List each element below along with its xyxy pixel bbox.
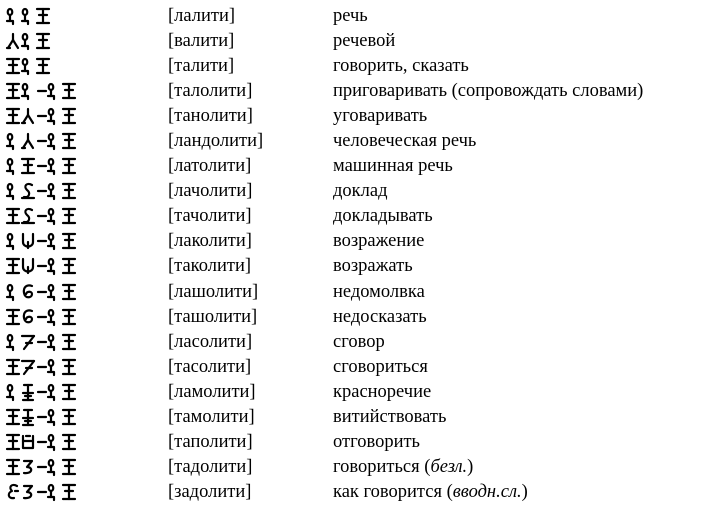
meaning: [333, 5, 710, 27]
glyph-cha: [22, 184, 34, 198]
meaning: [333, 406, 710, 428]
meaning: [333, 331, 710, 353]
glyph-ti: [63, 310, 75, 324]
meaning-text: сговориться: [333, 356, 428, 377]
glyph-cell: [0, 457, 168, 477]
meaning: [333, 306, 710, 328]
meaning: [333, 130, 710, 152]
glyph-cell: [0, 282, 168, 302]
meaning-text: человеческая речь: [333, 131, 477, 152]
glyph-la: [22, 9, 28, 24]
transliteration: [лаколити]: [168, 231, 252, 252]
glyph-la: [7, 234, 13, 249]
meaning-text: приговаривать (сопровождать словами): [333, 80, 644, 101]
transliteration: [талити]: [168, 55, 235, 76]
glyph-cell: [0, 432, 168, 452]
glyph-la: [7, 335, 13, 350]
glyph-mo: [23, 410, 33, 425]
glyph-za: [9, 485, 18, 498]
glyph-ti: [37, 34, 49, 48]
glyph-ti: [22, 159, 34, 173]
glyph-la: [48, 360, 54, 375]
glyph-word: [6, 206, 77, 226]
transliteration: [тадолити]: [168, 457, 253, 478]
glyph-ti: [7, 460, 19, 474]
glossary-table: [0, 3, 710, 505]
meaning-text: как говорится: [333, 482, 442, 503]
glyph-ti: [63, 410, 75, 424]
meaning-text: докладывать: [333, 206, 433, 227]
transliteration: [тамолити]: [168, 407, 255, 428]
glyph-cell: [0, 357, 168, 377]
glyph-word: [6, 156, 77, 176]
glyph-word: [6, 106, 77, 126]
glyph-cell: [0, 407, 168, 427]
glyph-la: [22, 34, 28, 49]
glyph-la: [48, 335, 54, 350]
glyph-cell: [0, 256, 168, 276]
glyph-cell: [0, 81, 168, 101]
glyph-word: [6, 282, 77, 302]
glyph-cell: [0, 231, 168, 251]
meaning: [333, 30, 710, 52]
glyph-va: [22, 134, 33, 148]
glyph-cell: [0, 206, 168, 226]
grammar-note: вводн.сл.: [452, 482, 522, 503]
glyph-ti: [63, 209, 75, 223]
glossary-row: [0, 28, 710, 53]
glyph-la: [48, 184, 54, 199]
glossary-row: [0, 254, 710, 279]
glossary-row: [0, 279, 710, 304]
meaning: [333, 281, 710, 303]
glyph-va: [22, 109, 33, 123]
glyph-word: [6, 332, 77, 352]
glyph-cell: [0, 31, 168, 51]
transliteration: [танолити]: [168, 105, 253, 126]
meaning-text: недосказать: [333, 306, 427, 327]
glossary-row: [0, 430, 710, 455]
glossary-row: [0, 405, 710, 430]
meaning-text: недомолвка: [333, 281, 425, 302]
glossary-row: [0, 455, 710, 480]
glossary-row: [0, 204, 710, 229]
transliteration: [тачолити]: [168, 206, 252, 227]
glyph-word: [6, 6, 51, 26]
meaning: [333, 80, 710, 102]
meaning: [333, 255, 710, 277]
glyph-cell: [0, 56, 168, 76]
transliteration: [тасолити]: [168, 356, 252, 377]
glyph-ti: [7, 84, 19, 98]
glossary-row: [0, 53, 710, 78]
meaning-text: машинная речь: [333, 156, 453, 177]
glyph-la: [48, 485, 54, 500]
glossary-row: [0, 379, 710, 404]
glyph-word: [6, 231, 77, 251]
glyph-la: [48, 435, 54, 450]
glyph-cell: [0, 131, 168, 151]
glyph-ti: [63, 109, 75, 123]
glyph-so: [22, 336, 34, 349]
glyph-la: [48, 234, 54, 249]
glyph-do: [24, 486, 32, 498]
transliteration: [ласолити]: [168, 331, 253, 352]
glossary-row: [0, 179, 710, 204]
meaning-text: речь: [333, 5, 368, 26]
glyph-ti: [63, 485, 75, 499]
glyph-ti: [63, 335, 75, 349]
glossary-row: [0, 304, 710, 329]
glyph-cell: [0, 156, 168, 176]
note-open-paren: (: [419, 457, 431, 478]
glyph-ti: [37, 9, 49, 23]
glyph-word: [6, 307, 77, 327]
glyph-cell: [0, 307, 168, 327]
glossary-row: [0, 128, 710, 153]
glyph-ti: [7, 259, 19, 273]
glyph-la: [7, 385, 13, 400]
meaning-text: возражать: [333, 256, 413, 277]
transliteration: [ландолити]: [168, 131, 264, 152]
transliteration: [таколити]: [168, 256, 252, 277]
glyph-cell: [0, 482, 168, 502]
glossary-row: [0, 229, 710, 254]
glyph-ti: [63, 385, 75, 399]
glyph-ti: [63, 435, 75, 449]
note-close-paren: ): [467, 457, 474, 478]
glyph-ti: [7, 310, 19, 324]
glyph-cell: [0, 6, 168, 26]
meaning: [333, 456, 710, 478]
glyph-word: [6, 357, 77, 377]
glossary-row: [0, 103, 710, 128]
glyph-la: [48, 109, 54, 124]
glyph-po: [23, 436, 33, 448]
glyph-ti: [7, 435, 19, 449]
glyph-word: [6, 131, 77, 151]
glyph-la: [48, 134, 54, 149]
glyph-la: [7, 285, 13, 300]
grammar-note: безл.: [430, 457, 468, 478]
glyph-word: [6, 56, 51, 76]
transliteration: [задолити]: [168, 482, 252, 503]
glyph-ti: [63, 84, 75, 98]
glyph-la: [48, 84, 54, 99]
transliteration: [таполити]: [168, 432, 253, 453]
glyph-word: [6, 432, 77, 452]
glyph-ti: [7, 209, 19, 223]
meaning-text: красноречие: [333, 381, 432, 402]
glyph-ti: [63, 285, 75, 299]
glyph-la: [48, 385, 54, 400]
glyph-word: [6, 382, 77, 402]
glyph-ti: [7, 360, 19, 374]
glyph-ti: [63, 460, 75, 474]
glyph-word: [6, 81, 77, 101]
glyph-la: [7, 9, 13, 24]
glyph-so: [22, 361, 34, 374]
glyph-cell: [0, 181, 168, 201]
glossary-row: [0, 329, 710, 354]
glossary-row: [0, 3, 710, 28]
transliteration: [лачолити]: [168, 181, 253, 202]
glyph-word: [6, 181, 77, 201]
glyph-mo: [23, 385, 33, 400]
meaning: [333, 431, 710, 453]
meaning-text: уговаривать: [333, 105, 428, 126]
glyph-la: [48, 310, 54, 325]
glyph-la: [7, 184, 13, 199]
note-open-paren: (: [441, 482, 453, 503]
meaning-text: речевой: [333, 30, 396, 51]
meaning-text: возражение: [333, 231, 425, 252]
glyph-ti: [63, 259, 75, 273]
glyph-word: [6, 256, 77, 276]
meaning: [333, 55, 710, 77]
glyph-la: [22, 84, 28, 99]
glyph-ko: [23, 259, 33, 273]
meaning: [333, 205, 710, 227]
glyph-do: [24, 461, 32, 473]
glyph-la: [48, 410, 54, 425]
transliteration: [талолити]: [168, 80, 253, 101]
glyph-word: [6, 482, 77, 502]
glyph-ti: [7, 410, 19, 424]
meaning-text: говориться: [333, 457, 420, 478]
meaning-text: говорить, сказать: [333, 55, 469, 76]
transliteration: [латолити]: [168, 156, 252, 177]
glyph-la: [48, 285, 54, 300]
glossary-row: [0, 480, 710, 505]
glyph-la: [48, 259, 54, 274]
meaning: [333, 180, 710, 202]
glyph-la: [7, 159, 13, 174]
glyph-word: [6, 457, 77, 477]
glyph-sha: [24, 285, 32, 297]
glyph-la: [7, 134, 13, 149]
transliteration: [ташолити]: [168, 306, 258, 327]
meaning: [333, 481, 710, 503]
glyph-cell: [0, 332, 168, 352]
glyph-ti: [7, 109, 19, 123]
glyph-ti: [63, 134, 75, 148]
glyph-ko: [23, 234, 33, 248]
meaning-text: витийствовать: [333, 407, 447, 428]
glossary-row: [0, 78, 710, 103]
glyph-word: [6, 407, 77, 427]
glyph-la: [48, 460, 54, 475]
meaning: [333, 105, 710, 127]
glyph-va: [7, 34, 18, 48]
glyph-la: [48, 159, 54, 174]
glyph-cell: [0, 106, 168, 126]
glyph-la: [48, 209, 54, 224]
transliteration: [лалити]: [168, 5, 236, 26]
glyph-word: [6, 31, 51, 51]
glyph-sha: [24, 310, 32, 322]
glyph-ti: [63, 360, 75, 374]
glyph-cell: [0, 382, 168, 402]
meaning: [333, 230, 710, 252]
transliteration: [валити]: [168, 30, 235, 51]
glossary-row: [0, 154, 710, 179]
glyph-ti: [63, 184, 75, 198]
transliteration: [лашолити]: [168, 281, 259, 302]
meaning-text: отговорить: [333, 432, 420, 453]
glyph-la: [22, 59, 28, 74]
meaning-text: доклад: [333, 181, 388, 202]
meaning: [333, 155, 710, 177]
glyph-ti: [63, 159, 75, 173]
meaning-text: сговор: [333, 331, 385, 352]
glossary-row: [0, 354, 710, 379]
glyph-cha: [22, 209, 34, 223]
meaning: [333, 381, 710, 403]
transliteration: [ламолити]: [168, 381, 256, 402]
glyph-ti: [37, 59, 49, 73]
glyph-ti: [63, 234, 75, 248]
meaning: [333, 356, 710, 378]
glyph-ti: [7, 59, 19, 73]
note-close-paren: ): [521, 482, 528, 503]
